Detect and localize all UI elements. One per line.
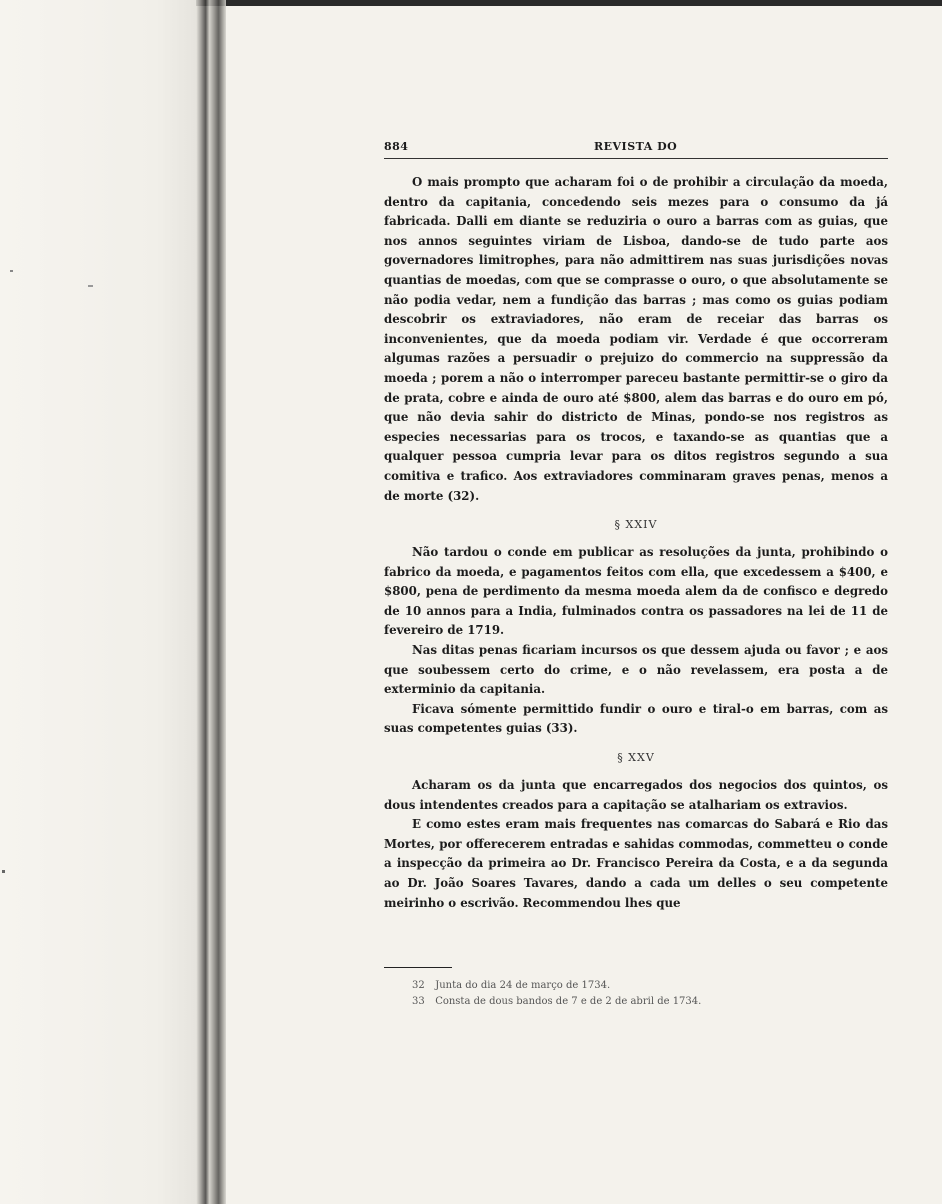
paragraph-1: O mais prompto que acharam foi o de prohibir a circulação da moeda, dentro da capitania, concedendo seis mezes para o consumo da já fabricada. Dalli em diante se reduziria o ouro a barras com as guias, que nos annos seguintes viriam de Lisboa, dando-se de tudo parte aos governadores limitrophes, para não admittirem nas suas jurisdições novas quantias de moedas, com que se comprasse o ouro, o que absolutamente se não podia vedar, nem a fundição das barras ; mas como os guias podiam descobrir os extraviadores, não eram de receiar das barras os inconvenientes, que da moeda podiam vir. Verdade é que occorreram algumas razões a persuadir o prejuizo do commercio na suppressão da moeda ; porem a não o interromper pareceu bastante permittir-se o giro da de prata, cobre e ainda de ouro até $800, alem das barras e do ouro em pó, que não devia sahir do districto de Minas, pondo-se nos registros as especies necessarias para os trocos, e taxando-se as quantias que a qualquer pessoa cumpria levar para os ditos registros segundo a sua comitiva e trafico. Aos extraviadores comminaram graves penas, menos a de morte (32). bbox=[384, 175, 888, 503]
scan-speck bbox=[88, 285, 93, 287]
footnote-32 bbox=[412, 978, 888, 994]
paragraph-6: E como estes eram mais frequentes nas comarcas do Sabará e Rio das Mortes, por offerecerem entradas e sahidas commodas, commetteu o conde a inspecção da primeira ao Dr. Francisco Pereira da Costa, e a da segunda ao Dr. João Soares Tavares, dando a cada um delles o seu competente meirinho o escrivão. Recommendou lhes que bbox=[384, 817, 888, 910]
footnote-rule bbox=[384, 967, 452, 968]
footnote-text: Junta do dia 24 de março de 1734. bbox=[435, 980, 611, 992]
section-heading-xxv: § XXV bbox=[617, 751, 655, 765]
scan-speck bbox=[2, 870, 5, 873]
footnote-text: Consta de dous bandos de 7 e de 2 de abril de 1734. bbox=[435, 996, 702, 1008]
footnote-mark: 32 bbox=[412, 980, 425, 992]
page-number: 884 bbox=[384, 140, 409, 153]
scan-speck bbox=[10, 270, 13, 272]
paragraph-2: Não tardou o conde em publicar as resoluções da junta, prohibindo o fabrico da moeda, e pagamentos feitos com ella, que excedessem a $400, e $800, pena de perdimento da mesma moeda alem da de confisco e degredo de 10 annos para a India, fulminados contra os passadores na lei de 11 de fevereiro de 1719. bbox=[384, 545, 888, 638]
paragraph-5: Acharam os da junta que encarregados dos negocios dos quintos, os dous intendentes creados para a capitação se atalhariam os extravios. bbox=[384, 778, 888, 812]
footnote-33 bbox=[412, 994, 888, 1010]
footnote-mark: 33 bbox=[412, 996, 425, 1008]
paragraph-4: Ficava sómente permittido fundir o ouro e tiral-o em barras, com as suas competentes guias (33). bbox=[384, 701, 888, 736]
header-rule bbox=[384, 158, 888, 159]
paragraph-3: Nas ditas penas ficariam incursos os que dessem ajuda ou favor ; e aos que soubessem certo do crime, e o não revelassem, era posta a de exterminio da capitania. bbox=[384, 643, 888, 697]
scan-margin bbox=[0, 0, 196, 1204]
book-binding bbox=[196, 0, 226, 1204]
book-page bbox=[384, 138, 888, 1010]
running-title: REVISTA DO bbox=[594, 140, 678, 153]
section-heading-xxiv: § XXIV bbox=[614, 518, 658, 532]
running-head bbox=[384, 138, 888, 156]
